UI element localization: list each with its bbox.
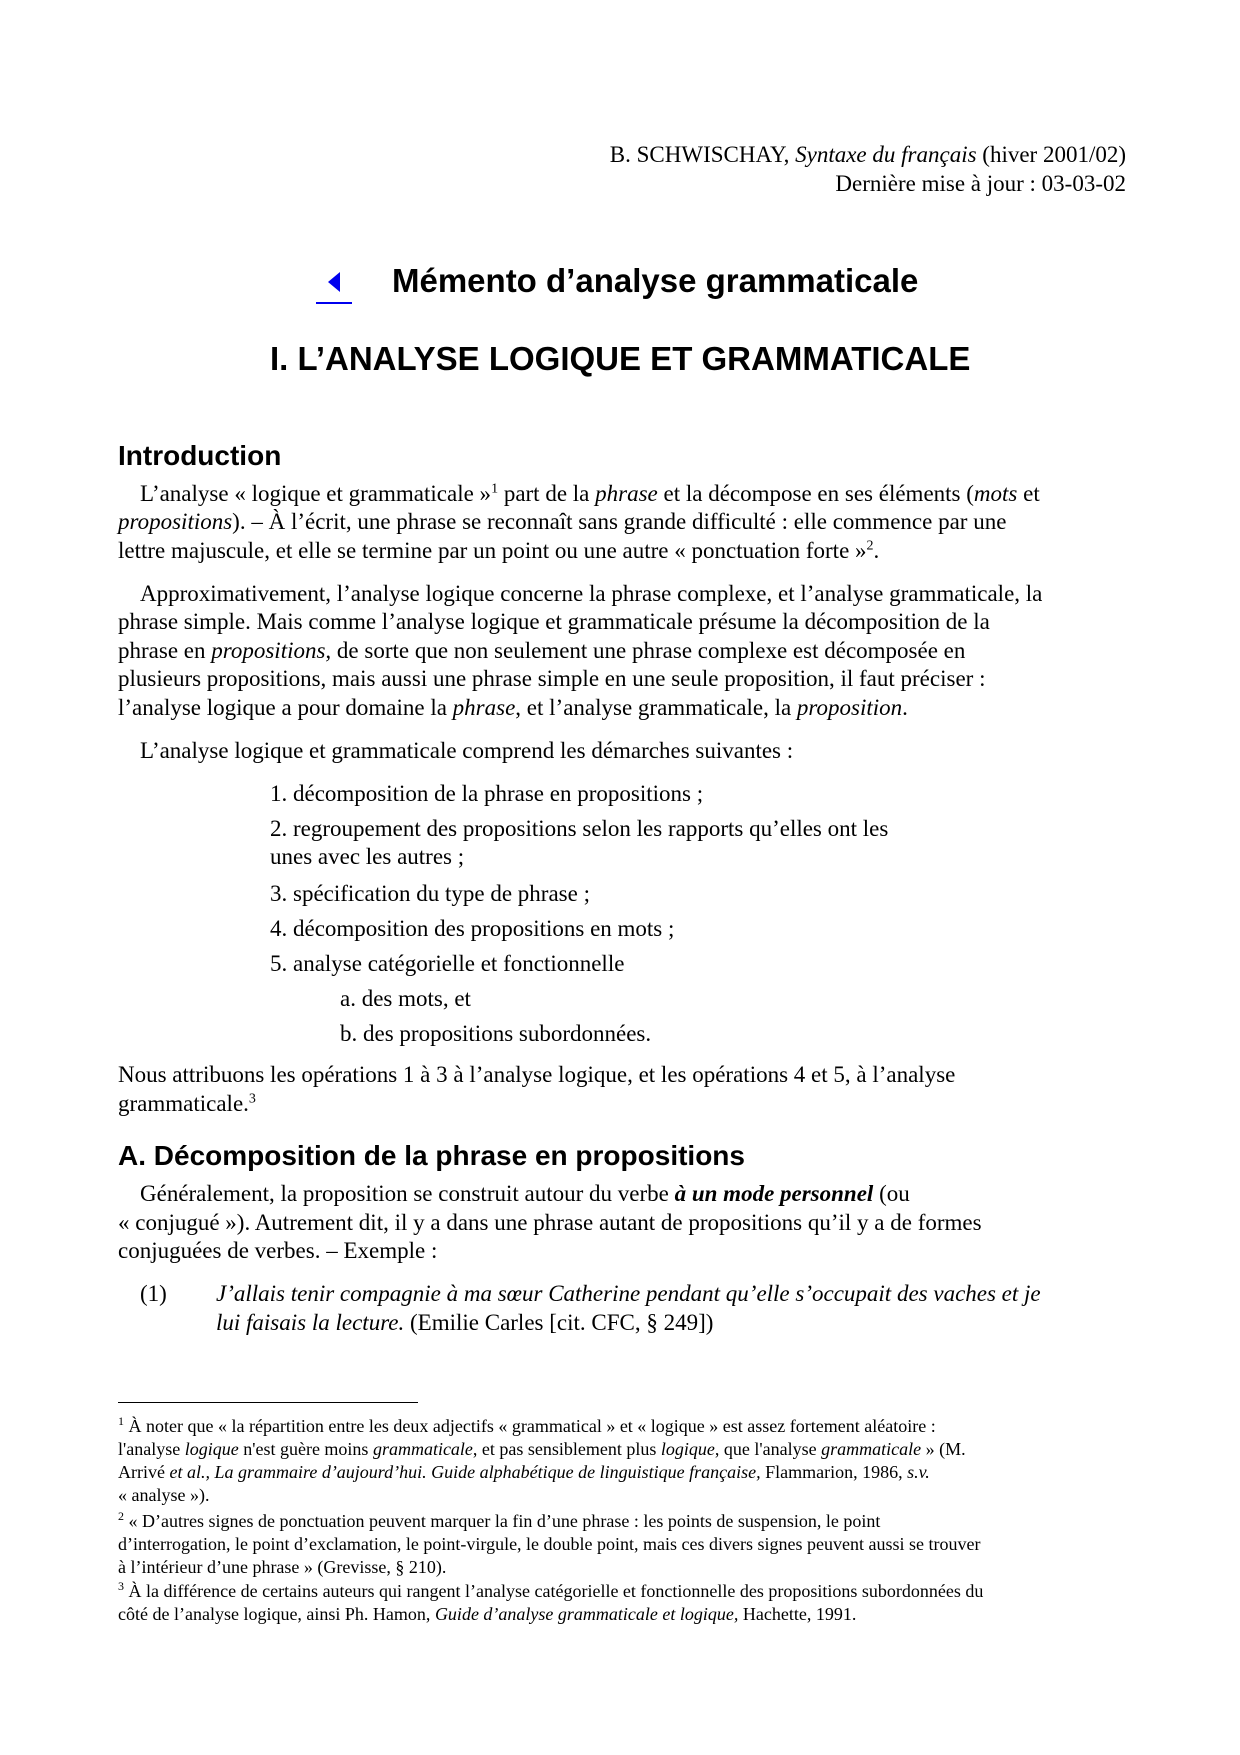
section-a-heading: A. Décomposition de la phrase en propositions: [118, 1140, 745, 1171]
text: de sorte que non seulement une phrase complexe est décomposée en: [331, 638, 966, 663]
page-title: Mémento d’analyse grammaticale: [392, 262, 919, 299]
text: 3: [118, 1579, 124, 1593]
text: s.v.: [907, 1462, 930, 1482]
text: grammaticale: [372, 1439, 473, 1459]
footnote-3-line2: [118, 1603, 856, 1625]
text: , et l’analyse grammaticale, la: [515, 695, 797, 720]
text: .: [902, 695, 908, 720]
text: Flammarion, 1986,: [760, 1462, 908, 1482]
list-item: unes avec les autres ;: [270, 844, 465, 869]
footnote-1-line2: [118, 1438, 966, 1460]
text: , que l'analyse: [714, 1439, 822, 1459]
text: côté de l’analyse logique, ainsi Ph. Hamon,: [118, 1604, 435, 1624]
footnote-ref-1[interactable]: 1: [491, 481, 499, 497]
text: ). – À l’écrit, une phrase se reconnaît sans grande difficulté : elle commence par une: [232, 509, 1007, 534]
intro-p2-line2: phrase simple. Mais comme l’analyse logique et grammaticale présume la décomposition de la: [118, 609, 990, 634]
list-item: 4. décomposition des propositions en mots ;: [270, 916, 675, 941]
list-subitem: a. des mots, et: [340, 986, 471, 1011]
text: grammaticale.: [118, 1091, 249, 1116]
example-number: (1): [140, 1281, 167, 1306]
footnote-ref-3[interactable]: 3: [248, 1091, 256, 1107]
text: phrase: [595, 481, 658, 506]
header-course: Syntaxe du français: [795, 142, 977, 167]
text: lui faisais la lecture.: [216, 1310, 405, 1335]
footnote-1-line3: [118, 1461, 930, 1483]
text: Guide d’analyse grammaticale et logique,: [434, 1604, 739, 1624]
text: et: [1017, 481, 1040, 506]
intro-p2-line4: plusieurs propositions, mais aussi une phrase simple en une seule proposition, il faut préciser :: [118, 666, 986, 691]
text: à un mode personnel: [674, 1181, 874, 1206]
text: .: [873, 538, 880, 563]
text: grammaticale: [821, 1439, 922, 1459]
example-line1: [216, 1280, 1041, 1308]
text: phrase: [452, 695, 516, 720]
footnote-1-line1: [118, 1415, 936, 1437]
footnote-separator: [118, 1402, 418, 1403]
text: 1: [118, 1414, 124, 1428]
text: proposition: [796, 695, 903, 720]
text: l'analyse: [118, 1439, 185, 1459]
footnote-3-line1: [118, 1580, 983, 1602]
intro-p1-line1: [140, 480, 1040, 508]
part-title: I. L’ANALYSE LOGIQUE ET GRAMMATICALE: [270, 340, 971, 377]
text: logique: [184, 1439, 239, 1459]
header-term: (hiver 2001/02): [976, 142, 1126, 167]
intro-p4-line1: Nous attribuons les opérations 1 à 3 à l’analyse logique, et les opérations 4 et 5, à l’analyse: [118, 1062, 956, 1087]
text: » (M.: [921, 1439, 966, 1459]
back-link[interactable]: [316, 264, 356, 304]
list-subitem: b. des propositions subordonnées.: [340, 1021, 652, 1046]
header-author: B. SCHWISCHAY,: [609, 142, 796, 167]
intro-p4-line2: [118, 1090, 256, 1118]
text: propositions,: [211, 638, 332, 663]
intro-p2-line3: [118, 637, 965, 665]
intro-heading: Introduction: [118, 440, 282, 471]
text: propositions: [118, 509, 233, 534]
intro-p2-line5: [118, 694, 908, 722]
text: et al., La grammaire d’aujourd’hui. Guide alphabétique de linguistique française,: [169, 1462, 761, 1482]
section-a-line1: [140, 1180, 910, 1208]
intro-p2-line1: Approximativement, l’analyse logique concerne la phrase complexe, et l’analyse grammaticale, la: [140, 581, 1043, 606]
text: phrase en: [118, 638, 212, 663]
text: lettre majuscule, et elle se termine par un point ou une autre « ponctuation forte »: [118, 538, 867, 563]
text: (ou: [873, 1181, 910, 1206]
text: mots: [973, 481, 1018, 506]
footnote-2-line2: d’interrogation, le point d’exclamation, le point-virgule, le double point, mais ces divers signes peuvent aussi se trouver: [118, 1534, 981, 1554]
footnote-1-line4: « analyse »).: [118, 1485, 210, 1505]
header-author-line: [610, 142, 1126, 168]
intro-p3: L’analyse logique et grammaticale comprend les démarches suivantes :: [140, 738, 794, 763]
text: part de la: [498, 481, 596, 506]
example-line2: [216, 1309, 713, 1337]
text: J’allais tenir compagnie à ma sœur Catherine pendant qu’elle s’occupait des vaches et je: [216, 1281, 1041, 1306]
text: Généralement, la proposition se construit autour du verbe: [140, 1181, 675, 1206]
header-updated: Dernière mise à jour : 03-03-02: [835, 171, 1126, 196]
section-a-line2: « conjugué »). Autrement dit, il y a dans une phrase autant de propositions qu’il y a de formes: [118, 1210, 982, 1235]
footnote-2-line1: [118, 1510, 880, 1532]
text: et la décompose en ses éléments (: [657, 481, 974, 506]
list-item: 2. regroupement des propositions selon les rapports qu’elles ont les: [270, 816, 889, 841]
text: , et pas sensiblement plus: [472, 1439, 661, 1459]
back-link-underline: [316, 302, 352, 304]
text: l’analyse logique a pour domaine la: [118, 695, 453, 720]
text: « D’autres signes de ponctuation peuvent marquer la fin d’une phrase : les points de suspension, le point: [124, 1511, 881, 1531]
text: À noter que « la répartition entre les deux adjectifs « grammatical » et « logique » est assez fortement aléatoire :: [124, 1416, 936, 1436]
left-triangle-arrow-icon: [316, 264, 356, 298]
intro-p1-line2: [118, 508, 1006, 536]
text: (Emilie Carles [cit. CFC, § 249]): [404, 1310, 714, 1335]
intro-p1-line3: [118, 537, 879, 565]
text: logique: [660, 1439, 715, 1459]
text: L’analyse « logique et grammaticale »: [140, 481, 492, 506]
text: 2: [118, 1509, 124, 1523]
text: Arrivé: [118, 1462, 170, 1482]
section-a-line3: conjuguées de verbes. – Exemple :: [118, 1238, 438, 1263]
list-item: 1. décomposition de la phrase en propositions ;: [270, 781, 704, 806]
text: Hachette, 1991.: [738, 1604, 857, 1624]
footnote-ref-2[interactable]: 2: [866, 538, 874, 554]
list-item: 5. analyse catégorielle et fonctionnelle: [270, 951, 625, 976]
list-item: 3. spécification du type de phrase ;: [270, 881, 590, 906]
text: n'est guère moins: [238, 1439, 373, 1459]
footnote-2-line3: à l’intérieur d’une phrase » (Grevisse, § 210).: [118, 1557, 447, 1577]
text: À la différence de certains auteurs qui rangent l’analyse catégorielle et fonctionnelle des propositions subordonnées du: [124, 1581, 984, 1601]
